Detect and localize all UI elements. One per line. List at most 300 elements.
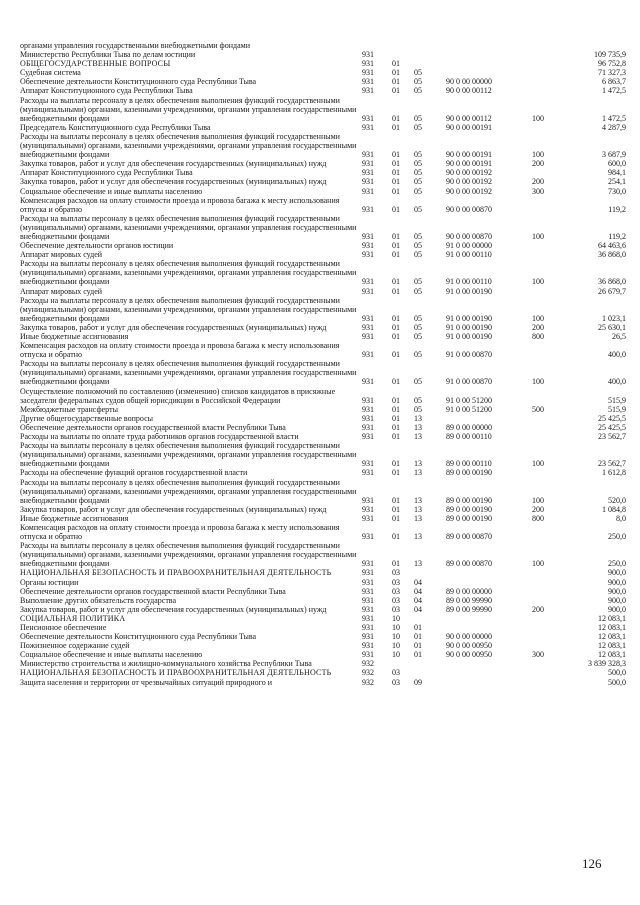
row-section-code: 03 <box>392 595 400 605</box>
row-amount: 250,0 <box>608 559 626 569</box>
row-amount: 900,0 <box>608 586 626 596</box>
row-name: Расходы на обеспечение функций органов государственной власти <box>20 468 248 478</box>
table-row <box>20 587 626 596</box>
row-amount: 515,9 <box>608 395 626 405</box>
row-name: Другие общегосударственные вопросы <box>20 413 154 423</box>
row-name: Компенсация расходов на оплату стоимости проезда и провоза багажа к месту использования отпуска и обратно <box>20 522 340 542</box>
row-subsection-code: 05 <box>414 350 422 360</box>
table-row <box>20 678 626 687</box>
row-name: Обеспечение деятельности органов государственной власти Республики Тыва <box>20 422 286 432</box>
row-expense-type <box>532 387 570 405</box>
row-name: Аппарат Конституционного суда Республики Тыва <box>20 86 193 96</box>
row-section-code: 01 <box>392 177 400 187</box>
row-target-article: 89 0 00 99990 <box>446 595 492 605</box>
row-name: Иные бюджетные ассигнования <box>20 513 129 523</box>
row-expense-type <box>532 423 570 432</box>
row-target-article: 89 0 00 00000 <box>446 586 492 596</box>
row-target-article <box>446 568 532 577</box>
row-target-article: 91 0 00 00000 <box>446 241 492 251</box>
row-section-code: 01 <box>392 204 400 214</box>
row-target-article: 89 0 00 00110 <box>446 432 492 442</box>
row-section-code: 10 <box>392 623 400 632</box>
row-amount: 119,2 <box>608 204 626 214</box>
row-grbs-code: 931 <box>362 586 374 596</box>
row-target-article <box>446 68 532 77</box>
row-section-code <box>392 41 414 50</box>
table-row <box>20 168 626 177</box>
table-row <box>20 614 626 623</box>
row-name: Социальное обеспечение и иные выплаты населению <box>20 650 203 660</box>
row-subsection-code: 05 <box>414 159 422 169</box>
row-amount: 25 425,5 <box>598 413 626 423</box>
table-row <box>20 323 626 332</box>
row-expense-type <box>532 632 570 641</box>
row-target-article <box>446 668 532 677</box>
row-amount: 26 679,7 <box>598 286 626 296</box>
row-target-article: 90 0 00 00192 <box>446 168 492 178</box>
row-target-article: 89 0 00 00190 <box>446 495 492 505</box>
row-expense-type <box>532 250 570 259</box>
table-row <box>20 214 626 241</box>
table-row <box>20 86 626 95</box>
row-grbs-code: 931 <box>362 159 374 169</box>
row-target-article: 90 0 00 00191 <box>446 122 492 132</box>
row-subsection-code: 05 <box>414 231 422 241</box>
row-subsection-code: 04 <box>414 577 422 587</box>
row-target-article: 90 0 00 00950 <box>446 641 492 651</box>
row-amount: 984,1 <box>608 168 626 178</box>
row-section-code: 10 <box>392 650 400 660</box>
row-amount: 23 562,7 <box>598 432 626 442</box>
row-name: Расходы на выплаты персоналу в целях обеспечения выполнения функций государственными (муниципальными) органами, казенными учреждениями, органами управления государственными внебюджетными фондами <box>20 131 357 160</box>
row-target-article: 90 0 00 00112 <box>446 86 492 96</box>
table-row <box>20 659 626 668</box>
row-name: Осуществление полномочий по составлению (изменению) списков кандидатов в присяжные заседатели федеральных судов общей юрисдикции в Российской Федерации <box>20 386 336 405</box>
row-name: НАЦИОНАЛЬНАЯ БЕЗОПАСНОСТЬ И ПРАВООХРАНИТЕЛЬНАЯ ДЕЯТЕЛЬНОСТЬ <box>20 568 332 578</box>
row-target-article: 89 0 00 00870 <box>446 559 492 569</box>
row-section-code: 01 <box>392 59 400 69</box>
budget-table <box>20 41 626 687</box>
row-expense-type <box>532 432 570 441</box>
table-row <box>20 605 626 614</box>
row-grbs-code: 931 <box>362 559 374 569</box>
row-section-code: 10 <box>392 632 400 642</box>
row-grbs-code: 931 <box>362 231 374 241</box>
row-grbs-code: 931 <box>362 277 374 287</box>
row-amount: 500,0 <box>608 677 626 687</box>
row-subsection-code: 05 <box>414 404 422 414</box>
row-section-code: 03 <box>392 577 400 587</box>
row-section-code: 01 <box>392 86 400 96</box>
row-subsection-code <box>414 659 446 668</box>
row-expense-type: 200 <box>532 159 544 169</box>
row-section-code: 01 <box>392 513 400 523</box>
row-section-code: 01 <box>392 313 400 323</box>
row-section-code: 01 <box>392 432 400 442</box>
row-subsection-code: 05 <box>414 150 422 160</box>
row-grbs-code: 931 <box>362 595 374 605</box>
row-name: Обеспечение деятельности органов юстиции <box>20 241 174 251</box>
row-expense-type: 100 <box>532 377 544 387</box>
row-subsection-code: 05 <box>414 313 422 323</box>
row-expense-type <box>532 468 570 477</box>
row-expense-type <box>532 50 570 59</box>
row-section-code: 01 <box>392 250 400 260</box>
row-name: Иные бюджетные ассигнования <box>20 332 129 341</box>
row-amount: 900,0 <box>608 604 626 614</box>
row-subsection-code: 13 <box>414 459 422 469</box>
row-expense-type: 800 <box>532 332 544 341</box>
row-amount: 3 687,9 <box>602 150 626 160</box>
table-row <box>20 77 626 86</box>
row-amount <box>570 41 626 50</box>
row-expense-type <box>532 578 570 587</box>
row-name: Расходы на выплаты персоналу в целях обеспечения выполнения функций государственными (муниципальными) органами, казенными учреждениями, органами управления государственными внебюджетными фондами <box>20 359 357 387</box>
row-subsection-code <box>414 50 446 59</box>
row-subsection-code: 05 <box>414 322 422 332</box>
row-section-code: 01 <box>392 77 400 87</box>
row-name: Аппарат мировых судей <box>20 250 103 260</box>
table-row <box>20 123 626 132</box>
row-subsection-code: 05 <box>414 204 422 214</box>
row-amount: 730,0 <box>608 186 626 196</box>
row-section-code: 01 <box>392 186 400 196</box>
row-grbs-code: 931 <box>362 250 374 260</box>
row-name: Министерство строительства и жилищно-коммунального хозяйства Республики Тыва <box>20 659 312 669</box>
row-target-article <box>446 678 532 687</box>
row-section-code: 01 <box>392 413 400 423</box>
row-expense-type <box>532 668 570 677</box>
row-name: СОЦИАЛЬНАЯ ПОЛИТИКА <box>20 613 126 623</box>
row-name: Расходы на выплаты по оплате труда работников органов государственной власти <box>20 432 299 442</box>
page-number: 126 <box>582 856 602 871</box>
row-expense-type <box>532 596 570 605</box>
row-name: Межбюджетные трансферты <box>20 404 118 414</box>
row-subsection-code: 13 <box>414 495 422 505</box>
row-amount: 4 287,9 <box>602 122 626 132</box>
row-grbs-code: 931 <box>362 641 374 651</box>
row-name: Расходы на выплаты персоналу в целях обеспечения выполнения функций государственными (муниципальными) органами, казенными учреждениями, органами управления государственными внебюджетными фондами <box>20 95 357 123</box>
row-subsection-code: 04 <box>414 586 422 596</box>
row-grbs-code: 932 <box>362 659 374 669</box>
row-grbs-code: 931 <box>362 459 374 469</box>
row-name: Расходы на выплаты персоналу в целях обеспечения выполнения функций государственными (муниципальными) органами, казенными учреждениями, органами управления государственными внебюджетными фондами <box>20 213 357 241</box>
row-expense-type <box>532 641 570 650</box>
table-row <box>20 68 626 77</box>
row-amount: 12 083,1 <box>598 650 626 660</box>
table-row <box>20 668 626 677</box>
row-target-article: 89 0 00 99990 <box>446 604 492 614</box>
row-expense-type <box>532 568 570 577</box>
row-target-article: 89 0 00 00190 <box>446 468 492 478</box>
row-subsection-code: 13 <box>414 413 422 423</box>
row-name: Расходы на выплаты персоналу в целях обеспечения выполнения функций государственными (муниципальными) органами, казенными учреждениями, органами управления государственными внебюджетными фондами <box>20 259 357 287</box>
row-expense-type <box>532 41 570 50</box>
row-amount: 12 083,1 <box>598 613 626 623</box>
row-grbs-code: 931 <box>362 59 374 69</box>
table-row <box>20 287 626 296</box>
row-section-code: 01 <box>392 377 400 387</box>
row-expense-type: 100 <box>532 231 544 241</box>
table-row <box>20 405 626 414</box>
row-grbs-code: 931 <box>362 204 374 214</box>
row-amount: 1 472,5 <box>602 113 626 123</box>
row-expense-type: 100 <box>532 559 544 569</box>
row-section-code: 03 <box>392 586 400 596</box>
row-amount: 12 083,1 <box>598 632 626 642</box>
row-section-code: 03 <box>392 568 400 578</box>
table-row <box>20 432 626 441</box>
row-amount: 25 630,1 <box>598 322 626 332</box>
row-subsection-code: 05 <box>414 395 422 405</box>
row-grbs-code: 931 <box>362 613 374 623</box>
row-target-article: 91 0 00 00870 <box>446 377 492 387</box>
row-amount: 109 735,9 <box>594 50 626 60</box>
row-target-article: 91 0 00 51200 <box>446 395 492 405</box>
row-subsection-code: 13 <box>414 468 422 478</box>
row-section-code: 01 <box>392 559 400 569</box>
row-section-code: 01 <box>392 504 400 514</box>
table-row <box>20 196 626 214</box>
table-row <box>20 387 626 405</box>
row-section-code: 03 <box>392 668 400 678</box>
table-row <box>20 241 626 250</box>
table-row <box>20 505 626 514</box>
row-subsection-code: 13 <box>414 532 422 542</box>
row-section-code: 01 <box>392 168 400 178</box>
row-amount: 500,0 <box>608 668 626 678</box>
row-subsection-code: 05 <box>414 177 422 187</box>
row-grbs-code: 931 <box>362 468 374 478</box>
row-grbs-code: 931 <box>362 313 374 323</box>
row-subsection-code: 01 <box>414 641 422 651</box>
table-row <box>20 632 626 641</box>
row-expense-type: 300 <box>532 650 544 660</box>
row-section-code: 01 <box>392 468 400 478</box>
row-grbs-code: 931 <box>362 186 374 196</box>
row-name: Аппарат Конституционного суда Республики Тыва <box>20 168 193 178</box>
row-target-article: 90 0 00 00192 <box>446 177 492 187</box>
row-grbs-code: 931 <box>362 168 374 178</box>
row-grbs-code: 931 <box>362 504 374 514</box>
table-row <box>20 423 626 432</box>
row-expense-type <box>532 623 570 632</box>
row-target-article: 90 0 00 00191 <box>446 150 492 160</box>
row-expense-type <box>532 123 570 132</box>
row-target-article: 91 0 00 00190 <box>446 332 492 341</box>
row-amount: 71 327,3 <box>598 68 626 78</box>
row-grbs-code: 931 <box>362 122 374 132</box>
row-target-article <box>446 414 532 423</box>
row-grbs-code: 931 <box>362 322 374 332</box>
row-name: Закупка товаров, работ и услуг для обеспечения государственных (муниципальных) нужд <box>20 177 327 187</box>
row-amount: 250,0 <box>608 532 626 542</box>
table-row <box>20 187 626 196</box>
budget-table-body <box>20 41 626 687</box>
row-name: Компенсация расходов на оплату стоимости проезда и провоза багажа к месту использования отпуска и обратно <box>20 341 340 360</box>
row-target-article: 89 0 00 00190 <box>446 513 492 523</box>
row-target-article: 90 0 00 00191 <box>446 159 492 169</box>
row-target-article: 91 0 00 00110 <box>446 277 492 287</box>
table-row <box>20 250 626 259</box>
row-amount: 12 083,1 <box>598 623 626 632</box>
table-row <box>20 50 626 59</box>
row-expense-type <box>532 86 570 95</box>
row-grbs-code: 931 <box>362 632 374 642</box>
row-amount: 64 463,6 <box>598 241 626 251</box>
table-row <box>20 596 626 605</box>
row-target-article: 90 0 00 00112 <box>446 113 492 123</box>
row-section-code <box>392 659 414 668</box>
row-target-article: 91 0 00 00870 <box>446 350 492 360</box>
row-expense-type <box>532 614 570 623</box>
row-amount: 600,0 <box>608 159 626 169</box>
row-expense-type <box>532 196 570 214</box>
row-grbs-code: 931 <box>362 395 374 405</box>
row-section-code: 01 <box>392 231 400 241</box>
row-grbs-code <box>362 41 392 50</box>
row-name: НАЦИОНАЛЬНАЯ БЕЗОПАСНОСТЬ И ПРАВООХРАНИТЕЛЬНАЯ ДЕЯТЕЛЬНОСТЬ <box>20 668 332 678</box>
row-expense-type: 200 <box>532 604 544 614</box>
row-section-code: 01 <box>392 459 400 469</box>
row-grbs-code: 931 <box>362 513 374 523</box>
row-subsection-code: 05 <box>414 332 422 341</box>
row-grbs-code: 931 <box>362 413 374 423</box>
row-section-code: 01 <box>392 159 400 169</box>
row-target-article: 89 0 00 00190 <box>446 504 492 514</box>
row-target-article: 89 0 00 00000 <box>446 422 492 432</box>
row-expense-type: 800 <box>532 513 544 523</box>
row-grbs-code: 931 <box>362 113 374 123</box>
row-grbs-code: 931 <box>362 532 374 542</box>
row-expense-type <box>532 341 570 359</box>
row-subsection-code <box>414 668 446 677</box>
table-row <box>20 177 626 186</box>
row-section-code: 03 <box>392 604 400 614</box>
row-subsection-code: 05 <box>414 122 422 132</box>
row-target-article <box>446 659 532 668</box>
row-section-code: 01 <box>392 395 400 405</box>
table-row <box>20 359 626 386</box>
row-section-code: 10 <box>392 641 400 651</box>
row-amount: 26,5 <box>612 332 626 341</box>
row-name: Закупка товаров, работ и услуг для обеспечения государственных (муниципальных) нужд <box>20 504 327 514</box>
row-subsection-code <box>414 614 446 623</box>
table-row <box>20 623 626 632</box>
row-section-code: 01 <box>392 68 400 78</box>
row-section-code <box>392 50 414 59</box>
row-amount: 400,0 <box>608 350 626 360</box>
row-target-article <box>446 41 532 50</box>
row-name: Обеспечение деятельности Конституционного суда Республики Тыва <box>20 77 257 87</box>
row-expense-type: 500 <box>532 404 544 414</box>
row-section-code: 01 <box>392 241 400 251</box>
table-row <box>20 641 626 650</box>
row-name: Председатель Конституционного суда Республики Тыва <box>20 122 211 132</box>
row-subsection-code: 13 <box>414 432 422 442</box>
row-grbs-code: 931 <box>362 50 374 60</box>
row-name: Министерство Республики Тыва по делам юстиции <box>20 50 196 60</box>
row-grbs-code: 931 <box>362 177 374 187</box>
row-expense-type: 200 <box>532 177 544 187</box>
row-target-article: 89 0 00 00110 <box>446 459 492 469</box>
row-amount: 12 083,1 <box>598 641 626 651</box>
row-target-article: 90 0 00 00870 <box>446 204 492 214</box>
row-expense-type <box>532 77 570 86</box>
row-section-code: 01 <box>392 350 400 360</box>
row-name: Компенсация расходов на оплату стоимости проезда и провоза багажа к месту использования отпуска и обратно <box>20 195 340 214</box>
row-subsection-code: 05 <box>414 68 422 78</box>
row-name: Расходы на выплаты персоналу в целях обеспечения выполнения функций государственными (муниципальными) органами, казенными учреждениями, органами управления государственными внебюджетными фондами <box>20 441 357 469</box>
row-name: Судебная система <box>20 68 81 78</box>
row-subsection-code: 01 <box>414 632 422 642</box>
row-amount: 520,0 <box>608 495 626 505</box>
row-name: Социальное обеспечение и иные выплаты населению <box>20 186 203 196</box>
row-amount: 900,0 <box>608 577 626 587</box>
row-subsection-code: 05 <box>414 241 422 251</box>
table-row <box>20 578 626 587</box>
row-expense-type: 100 <box>532 459 544 469</box>
table-row <box>20 296 626 323</box>
row-expense-type: 200 <box>532 504 544 514</box>
row-name: Закупка товаров, работ и услуг для обеспечения государственных (муниципальных) нужд <box>20 604 327 614</box>
row-expense-type: 300 <box>532 186 544 196</box>
row-grbs-code: 931 <box>362 150 374 160</box>
row-grbs-code: 931 <box>362 604 374 614</box>
row-subsection-code: 05 <box>414 186 422 196</box>
row-name: Пожизненное содержание судей <box>20 641 130 651</box>
row-grbs-code: 931 <box>362 77 374 87</box>
row-grbs-code: 932 <box>362 668 374 678</box>
row-grbs-code: 932 <box>362 677 374 687</box>
row-section-code: 01 <box>392 122 400 132</box>
table-row <box>20 341 626 359</box>
row-grbs-code: 931 <box>362 332 374 341</box>
row-subsection-code <box>414 59 446 68</box>
row-amount: 254,1 <box>608 177 626 187</box>
row-subsection-code: 01 <box>414 623 422 632</box>
row-grbs-code: 931 <box>362 432 374 442</box>
row-name: ОБЩЕГОСУДАРСТВЕННЫЕ ВОПРОСЫ <box>20 59 171 69</box>
row-expense-type: 200 <box>532 322 544 332</box>
row-grbs-code: 931 <box>362 241 374 251</box>
row-section-code: 01 <box>392 322 400 332</box>
row-expense-type: 100 <box>532 313 544 323</box>
row-section-code: 01 <box>392 422 400 432</box>
row-expense-type <box>532 414 570 423</box>
row-subsection-code: 13 <box>414 513 422 523</box>
row-amount: 400,0 <box>608 377 626 387</box>
row-target-article: 89 0 00 00870 <box>446 532 492 542</box>
table-row <box>20 59 626 68</box>
table-row <box>20 132 626 159</box>
row-name: органами управления государственными внебюджетными фондами <box>20 41 250 50</box>
table-row <box>20 514 626 523</box>
row-amount: 6 863,7 <box>602 77 626 87</box>
row-amount: 900,0 <box>608 568 626 578</box>
row-amount: 119,2 <box>608 231 626 241</box>
row-grbs-code: 931 <box>362 422 374 432</box>
row-grbs-code: 931 <box>362 86 374 96</box>
row-subsection-code: 13 <box>414 422 422 432</box>
row-target-article <box>446 59 532 68</box>
table-row <box>20 650 626 659</box>
row-subsection-code: 05 <box>414 250 422 260</box>
table-row <box>20 259 626 286</box>
row-target-article: 91 0 00 00190 <box>446 322 492 332</box>
row-amount: 3 839 328,3 <box>588 659 626 669</box>
table-row <box>20 478 626 505</box>
